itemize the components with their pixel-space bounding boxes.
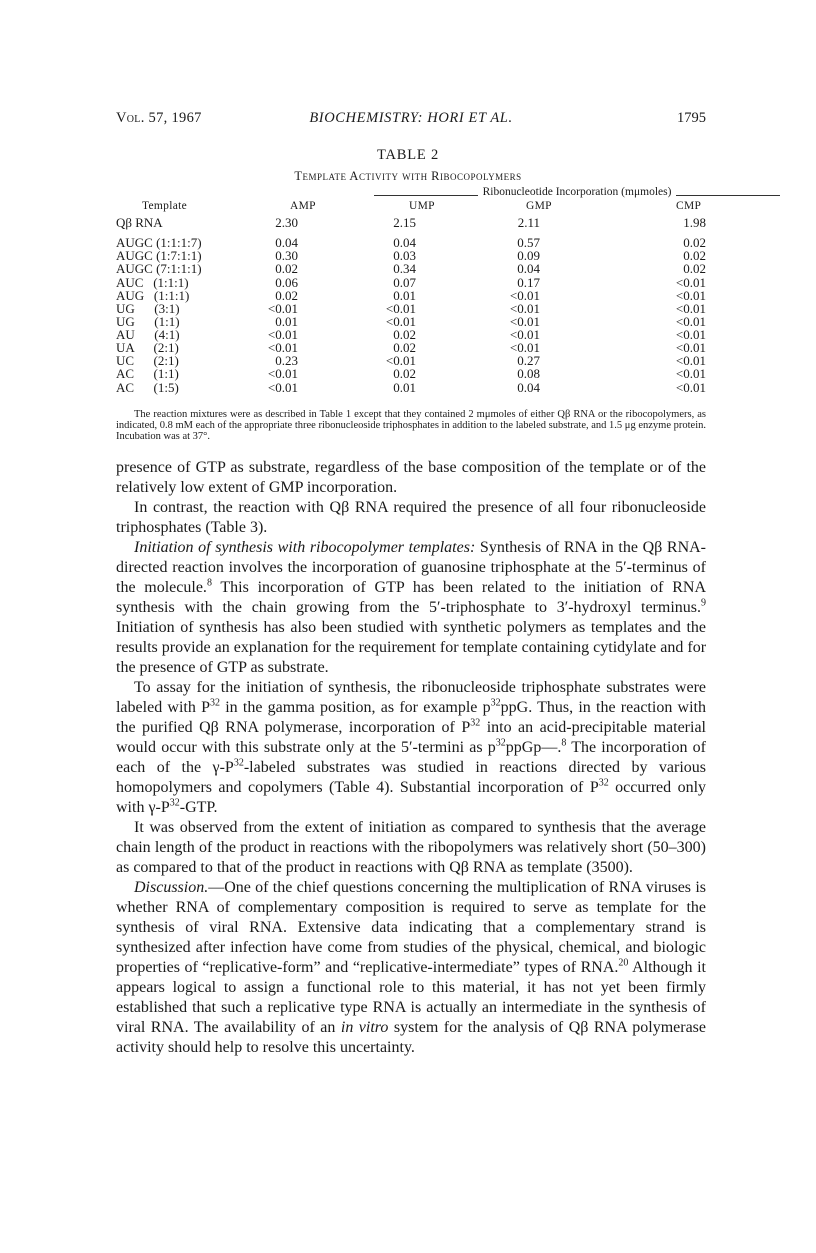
ump-cell: 0.03 xyxy=(393,248,416,263)
paragraph-6 xyxy=(116,878,706,1058)
text-run: To assay for the initiation of synthesis, the ribonucleoside triphosphate substrates were labeled with P xyxy=(116,679,706,716)
ump-cell: <0.01 xyxy=(385,353,416,368)
text-run: system for the analysis of Qβ RNA polymerase activity should help to resolve this uncertainty. xyxy=(116,1019,706,1056)
col-header-amp: AMP xyxy=(290,200,316,212)
running-header xyxy=(116,110,706,130)
ump-cell: 0.07 xyxy=(393,275,416,290)
column-spanner xyxy=(374,186,780,202)
ump-cell: <0.01 xyxy=(385,314,416,329)
text-run: The incorporation of each of the γ-P xyxy=(116,739,707,776)
superscript: 32 xyxy=(233,757,244,769)
col-header-gmp: GMP xyxy=(526,200,552,212)
amp-cell: 2.30 xyxy=(275,215,298,230)
gmp-cell: <0.01 xyxy=(509,301,540,316)
cmp-cell: 0.02 xyxy=(683,261,706,276)
ump-cell: 2.15 xyxy=(393,215,416,230)
cmp-cell: 1.98 xyxy=(683,215,706,230)
superscript: 32 xyxy=(470,717,481,729)
gmp-cell: 0.04 xyxy=(517,380,540,395)
text-run: in the gamma position, as for example p xyxy=(220,699,491,716)
template-cell: AUGC (7:1:1:1) xyxy=(116,261,202,276)
table-footnote: The reaction mixtures were as described in Table 1 except that they contained 2 mμmoles of either Qβ RNA or the ribocopolymers, as indicated, 0.8 mM each of the appropriate three ribonucleoside triphosphates in addition to the labeled substrate, and 1.5 μg enzyme protein. Incubation was at 37°. xyxy=(116,409,706,442)
gmp-cell: <0.01 xyxy=(509,340,540,355)
superscript: 32 xyxy=(490,697,501,709)
gmp-cell: 0.08 xyxy=(517,366,540,381)
cmp-cell: 0.02 xyxy=(683,235,706,250)
ump-cell: 0.01 xyxy=(393,288,416,303)
amp-cell: 0.30 xyxy=(275,248,298,263)
spanner-label: Ribonucleotide Incorporation (mμmoles) xyxy=(482,186,672,198)
amp-cell: 0.02 xyxy=(275,288,298,303)
text-run: This incorporation of GTP has been related to the initiation of RNA synthesis with the chain growing from the 5′-triphosphate to 3′-hydroxyl terminus. xyxy=(116,579,707,616)
template-cell: AC (1:1) xyxy=(116,366,179,381)
cmp-cell: <0.01 xyxy=(675,366,706,381)
amp-cell: 0.06 xyxy=(275,275,298,290)
page-number: 1795 xyxy=(677,110,706,126)
template-cell: AUC (1:1:1) xyxy=(116,275,189,290)
cmp-cell: <0.01 xyxy=(675,314,706,329)
paragraph-3 xyxy=(116,538,706,678)
ump-cell: 0.02 xyxy=(393,366,416,381)
gmp-cell: 0.57 xyxy=(517,235,540,250)
text-run: into an acid-precipitable material would occur with this substrate only at the 5′-termini as p xyxy=(116,719,706,756)
ump-cell: 0.01 xyxy=(393,380,416,395)
ump-cell: 0.02 xyxy=(393,327,416,342)
cmp-cell: <0.01 xyxy=(675,301,706,316)
gmp-cell: 2.11 xyxy=(517,215,540,230)
reference-marker: 8 xyxy=(206,577,212,589)
template-cell: UG (1:1) xyxy=(116,314,180,329)
amp-cell: 0.01 xyxy=(275,314,298,329)
reference-marker: 8 xyxy=(561,737,567,749)
paragraph-5: It was observed from the extent of initiation as compared to synthesis that the average chain length of the product in reactions with the ribopolymers was relatively short (50–300) as compared to that of the product in reactions with Qβ RNA as template (3500). xyxy=(116,819,706,876)
gmp-cell: <0.01 xyxy=(509,288,540,303)
table-row xyxy=(116,367,706,381)
cmp-cell: <0.01 xyxy=(675,353,706,368)
volume-label: Vol. 57, 1967 xyxy=(116,110,202,126)
text-run: ppGp—. xyxy=(505,739,562,756)
cmp-cell: <0.01 xyxy=(675,327,706,342)
text-run: -GTP. xyxy=(179,799,218,816)
text-run: —One of the chief questions concerning the multiplication of RNA viruses is whether RNA of complementary composition is required to serve as template for the synthesis of viral RNA. Extensive data indicating that a complementary strand is synthesized after infection have come from studies of the physical, chemical, and biologic properties of “replicative-form” and “replicative-intermediate” types of RNA. xyxy=(116,879,706,976)
amp-cell: 0.23 xyxy=(275,353,298,368)
paragraph-4 xyxy=(116,678,706,818)
section-heading-initiation: Initiation of synthesis with ribocopolymer templates: xyxy=(134,539,476,556)
table-row xyxy=(116,262,706,276)
template-cell: AUGC (1:1:1:7) xyxy=(116,235,202,250)
gmp-cell: 0.09 xyxy=(517,248,540,263)
gmp-cell: 0.04 xyxy=(517,261,540,276)
amp-cell: <0.01 xyxy=(267,301,298,316)
col-header-cmp: CMP xyxy=(676,200,702,212)
template-cell: UG (3:1) xyxy=(116,301,180,316)
gmp-cell: 0.17 xyxy=(517,275,540,290)
template-cell: AU (4:1) xyxy=(116,327,180,342)
col-header-ump: UMP xyxy=(409,200,435,212)
amp-cell: <0.01 xyxy=(267,327,298,342)
col-header-template: Template xyxy=(142,200,188,212)
italic-term: in vitro xyxy=(340,1019,389,1036)
superscript: 32 xyxy=(495,737,506,749)
cmp-cell: <0.01 xyxy=(675,288,706,303)
text-run: Synthesis of RNA in the Qβ RNA-directed reaction involves the incorporation of guanosine triphosphate at the 5′-terminus of the molecule. xyxy=(116,539,707,596)
amp-cell: <0.01 xyxy=(267,380,298,395)
template-cell: Qβ RNA xyxy=(116,215,163,230)
text-run: occurred only with γ-P xyxy=(116,779,707,816)
text-run: ppG. Thus, in the reaction with the purified Qβ RNA polymerase, incorporation of P xyxy=(116,699,706,736)
gmp-cell: <0.01 xyxy=(509,327,540,342)
table-row xyxy=(116,381,706,395)
amp-cell: <0.01 xyxy=(267,366,298,381)
ump-cell: 0.04 xyxy=(393,235,416,250)
paragraph-2: In contrast, the reaction with Qβ RNA required the presence of all four ribonucleoside triphosphates (Table 3). xyxy=(116,499,706,536)
superscript: 32 xyxy=(598,777,609,789)
cmp-cell: <0.01 xyxy=(675,275,706,290)
text-run: Initiation of synthesis has also been studied with synthetic polymers as templates and the results provide an explanation for the requirement for template containing cytidylate and for the presence of GTP as substrate. xyxy=(116,619,707,676)
text-run: Although it appears logical to assign a functional role to this material, it has not yet been firmly established that such a replicative type RNA is actually an intermediate in the synthesis of viral RNA. The availability of an xyxy=(116,959,707,1036)
amp-cell: 0.04 xyxy=(275,235,298,250)
superscript: 32 xyxy=(169,797,180,809)
paragraph-1: presence of GTP as substrate, regardless of the base composition of the template or of the relatively low extent of GMP incorporation. xyxy=(116,459,706,496)
text-run: -labeled substrates was studied in reactions directed by various homopolymers and copolymers (Table 4). Substantial incorporation of P xyxy=(116,759,707,796)
cmp-cell: <0.01 xyxy=(675,340,706,355)
amp-cell: <0.01 xyxy=(267,340,298,355)
template-cell: UC (2:1) xyxy=(116,353,179,368)
running-title: BIOCHEMISTRY: HORI ET AL. xyxy=(309,110,513,126)
body-text xyxy=(116,458,706,1058)
ump-cell: <0.01 xyxy=(385,301,416,316)
template-cell: UA (2:1) xyxy=(116,340,179,355)
template-cell: AUGC (1:7:1:1) xyxy=(116,248,202,263)
section-heading-discussion: Discussion. xyxy=(134,879,209,896)
gmp-cell: <0.01 xyxy=(509,314,540,329)
ump-cell: 0.34 xyxy=(393,261,416,276)
ump-cell: 0.02 xyxy=(393,340,416,355)
template-cell: AC (1:5) xyxy=(116,380,179,395)
table-number: TABLE 2 xyxy=(376,147,440,163)
cmp-cell: 0.02 xyxy=(683,248,706,263)
gmp-cell: 0.27 xyxy=(517,353,540,368)
reference-marker: 9 xyxy=(701,597,706,609)
reference-marker: 20 xyxy=(618,957,629,969)
template-cell: AUG (1:1:1) xyxy=(116,288,190,303)
table-row xyxy=(116,216,706,230)
amp-cell: 0.02 xyxy=(275,261,298,276)
superscript: 32 xyxy=(210,697,220,709)
table-title: Template Activity with Ribocopolymers xyxy=(294,169,522,183)
cmp-cell: <0.01 xyxy=(675,380,706,395)
